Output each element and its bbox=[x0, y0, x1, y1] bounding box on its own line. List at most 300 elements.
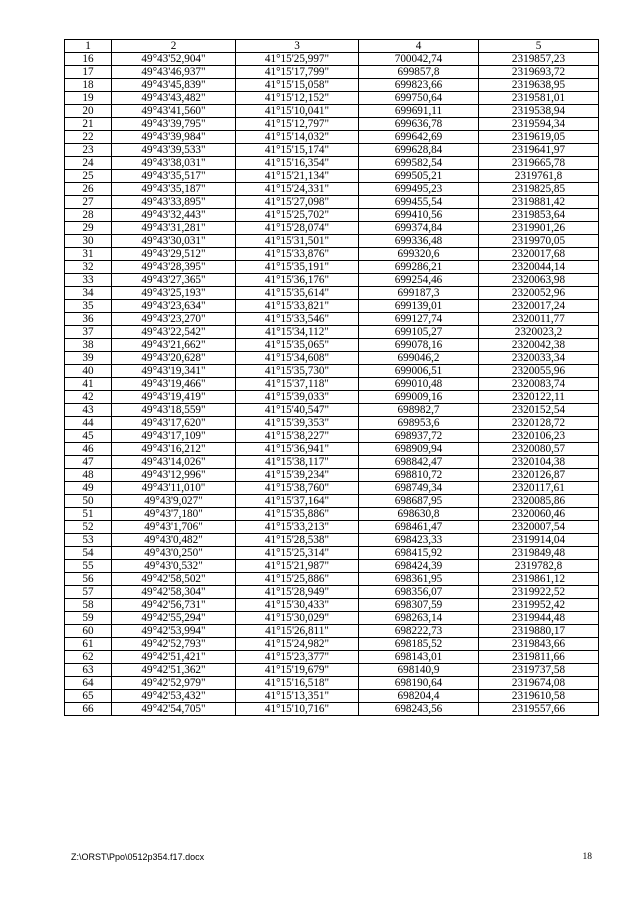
table-cell: 2319861,12 bbox=[479, 573, 599, 586]
table-cell: 49°43'31,281" bbox=[112, 222, 236, 235]
table-cell: 49°42'58,502" bbox=[112, 573, 236, 586]
table-cell: 49°43'11,010" bbox=[112, 482, 236, 495]
table-cell: 2320122,11 bbox=[479, 391, 599, 404]
column-header: 4 bbox=[359, 40, 479, 53]
table-cell: 49°43'46,937" bbox=[112, 66, 236, 79]
table-cell: 39 bbox=[65, 352, 112, 365]
table-cell: 2319693,72 bbox=[479, 66, 599, 79]
table-cell: 62 bbox=[65, 651, 112, 664]
table-cell: 41°15'21,987" bbox=[236, 560, 359, 573]
table-cell: 699505,21 bbox=[359, 170, 479, 183]
table-cell: 698143,01 bbox=[359, 651, 479, 664]
table-row bbox=[65, 196, 599, 209]
table-cell: 2320033,34 bbox=[479, 352, 599, 365]
table-cell: 2320055,96 bbox=[479, 365, 599, 378]
table-cell: 699046,2 bbox=[359, 352, 479, 365]
table-cell: 2320042,38 bbox=[479, 339, 599, 352]
table-cell: 699410,56 bbox=[359, 209, 479, 222]
table-cell: 699336,48 bbox=[359, 235, 479, 248]
table-row bbox=[65, 92, 599, 105]
table-cell: 2320017,24 bbox=[479, 300, 599, 313]
table-row bbox=[65, 469, 599, 482]
table-cell: 41°15'12,797" bbox=[236, 118, 359, 131]
table-cell: 698424,39 bbox=[359, 560, 479, 573]
table-cell: 699374,84 bbox=[359, 222, 479, 235]
table-cell: 22 bbox=[65, 131, 112, 144]
table-cell: 698140,9 bbox=[359, 664, 479, 677]
table-cell: 41°15'33,821" bbox=[236, 300, 359, 313]
table-cell: 41°15'34,608" bbox=[236, 352, 359, 365]
table-cell: 56 bbox=[65, 573, 112, 586]
table-row bbox=[65, 612, 599, 625]
table-row bbox=[65, 638, 599, 651]
table-cell: 698307,59 bbox=[359, 599, 479, 612]
table-cell: 41°15'24,331" bbox=[236, 183, 359, 196]
table-row bbox=[65, 560, 599, 573]
table-cell: 49°43'0,250" bbox=[112, 547, 236, 560]
table-row bbox=[65, 430, 599, 443]
table-cell: 2320083,74 bbox=[479, 378, 599, 391]
table-cell: 2320017,68 bbox=[479, 248, 599, 261]
table-cell: 36 bbox=[65, 313, 112, 326]
table-cell: 49°43'1,706" bbox=[112, 521, 236, 534]
table-cell: 698190,64 bbox=[359, 677, 479, 690]
table-row bbox=[65, 287, 599, 300]
table-cell: 41°15'25,886" bbox=[236, 573, 359, 586]
table-cell: 49°43'22,542" bbox=[112, 326, 236, 339]
table-cell: 698842,47 bbox=[359, 456, 479, 469]
table-cell: 2319538,94 bbox=[479, 105, 599, 118]
table-cell: 699010,48 bbox=[359, 378, 479, 391]
table-cell: 58 bbox=[65, 599, 112, 612]
table-cell: 41°15'38,760" bbox=[236, 482, 359, 495]
table-cell: 59 bbox=[65, 612, 112, 625]
table-cell: 55 bbox=[65, 560, 112, 573]
table-cell: 2320023,2 bbox=[479, 326, 599, 339]
table-row bbox=[65, 365, 599, 378]
table-cell: 41°15'26,811" bbox=[236, 625, 359, 638]
table-cell: 49°42'53,432" bbox=[112, 690, 236, 703]
table-cell: 49°43'35,187" bbox=[112, 183, 236, 196]
table-cell: 19 bbox=[65, 92, 112, 105]
table-cell: 2320063,98 bbox=[479, 274, 599, 287]
table-cell: 41°15'35,730" bbox=[236, 365, 359, 378]
table-row bbox=[65, 534, 599, 547]
table-cell: 41°15'33,213" bbox=[236, 521, 359, 534]
table-cell: 41°15'39,353" bbox=[236, 417, 359, 430]
table-cell: 49°43'17,109" bbox=[112, 430, 236, 443]
table-cell: 41°15'28,949" bbox=[236, 586, 359, 599]
table-cell: 47 bbox=[65, 456, 112, 469]
table-body bbox=[65, 53, 599, 716]
table-cell: 41°15'31,501" bbox=[236, 235, 359, 248]
table-cell: 41°15'25,702" bbox=[236, 209, 359, 222]
table-cell: 699582,54 bbox=[359, 157, 479, 170]
table-row bbox=[65, 443, 599, 456]
table-cell: 61 bbox=[65, 638, 112, 651]
table-cell: 23 bbox=[65, 144, 112, 157]
table-cell: 698185,52 bbox=[359, 638, 479, 651]
table-cell: 41°15'33,876" bbox=[236, 248, 359, 261]
column-header: 5 bbox=[479, 40, 599, 53]
table-header-row bbox=[65, 40, 599, 53]
table-row bbox=[65, 131, 599, 144]
table-cell: 699286,21 bbox=[359, 261, 479, 274]
table-cell: 2320106,23 bbox=[479, 430, 599, 443]
table-cell: 2320044,14 bbox=[479, 261, 599, 274]
table-cell: 52 bbox=[65, 521, 112, 534]
table-cell: 51 bbox=[65, 508, 112, 521]
table-cell: 41°15'16,518" bbox=[236, 677, 359, 690]
table-cell: 49°43'21,662" bbox=[112, 339, 236, 352]
table-row bbox=[65, 456, 599, 469]
table-row bbox=[65, 547, 599, 560]
table-row bbox=[65, 261, 599, 274]
table-cell: 21 bbox=[65, 118, 112, 131]
table-cell: 49°43'52,904" bbox=[112, 53, 236, 66]
table-cell: 698204,4 bbox=[359, 690, 479, 703]
table-row bbox=[65, 105, 599, 118]
table-cell: 49°43'38,031" bbox=[112, 157, 236, 170]
table-cell: 49°42'56,731" bbox=[112, 599, 236, 612]
table-cell: 41°15'25,997" bbox=[236, 53, 359, 66]
table-cell: 30 bbox=[65, 235, 112, 248]
table-cell: 49°43'28,395" bbox=[112, 261, 236, 274]
table-cell: 49°43'23,270" bbox=[112, 313, 236, 326]
table-cell: 2319594,34 bbox=[479, 118, 599, 131]
table-row bbox=[65, 209, 599, 222]
table-cell: 38 bbox=[65, 339, 112, 352]
table-cell: 57 bbox=[65, 586, 112, 599]
table-cell: 66 bbox=[65, 703, 112, 716]
table-row bbox=[65, 326, 599, 339]
table-cell: 35 bbox=[65, 300, 112, 313]
table-row bbox=[65, 235, 599, 248]
table-cell: 40 bbox=[65, 365, 112, 378]
table-cell: 41°15'33,546" bbox=[236, 313, 359, 326]
table-cell: 41°15'36,176" bbox=[236, 274, 359, 287]
table-cell: 49°43'39,533" bbox=[112, 144, 236, 157]
table-cell: 29 bbox=[65, 222, 112, 235]
table-cell: 41°15'10,041" bbox=[236, 105, 359, 118]
table-row bbox=[65, 495, 599, 508]
table-row bbox=[65, 573, 599, 586]
table-cell: 49°43'43,482" bbox=[112, 92, 236, 105]
table-cell: 2320104,38 bbox=[479, 456, 599, 469]
table-cell: 698423,33 bbox=[359, 534, 479, 547]
table-row bbox=[65, 378, 599, 391]
table-cell: 699006,51 bbox=[359, 365, 479, 378]
table-cell: 700042,74 bbox=[359, 53, 479, 66]
table-cell: 2319610,58 bbox=[479, 690, 599, 703]
table-cell: 49°42'54,705" bbox=[112, 703, 236, 716]
table-cell: 41°15'15,058" bbox=[236, 79, 359, 92]
table-cell: 2319638,95 bbox=[479, 79, 599, 92]
table-cell: 698461,47 bbox=[359, 521, 479, 534]
table-cell: 41°15'40,547" bbox=[236, 404, 359, 417]
table-row bbox=[65, 482, 599, 495]
table-cell: 32 bbox=[65, 261, 112, 274]
table-cell: 49°42'52,979" bbox=[112, 677, 236, 690]
table-row bbox=[65, 417, 599, 430]
table-cell: 49°43'39,984" bbox=[112, 131, 236, 144]
table-cell: 41°15'30,029" bbox=[236, 612, 359, 625]
table-cell: 41°15'39,234" bbox=[236, 469, 359, 482]
table-cell: 699009,16 bbox=[359, 391, 479, 404]
table-cell: 43 bbox=[65, 404, 112, 417]
table-cell: 49°43'9,027" bbox=[112, 495, 236, 508]
table-cell: 31 bbox=[65, 248, 112, 261]
table-cell: 17 bbox=[65, 66, 112, 79]
table-row bbox=[65, 53, 599, 66]
table-cell: 698263,14 bbox=[359, 612, 479, 625]
table-cell: 2320152,54 bbox=[479, 404, 599, 417]
table-cell: 63 bbox=[65, 664, 112, 677]
column-header: 2 bbox=[112, 40, 236, 53]
table-cell: 2319619,05 bbox=[479, 131, 599, 144]
table-cell: 41°15'10,716" bbox=[236, 703, 359, 716]
table-cell: 41°15'34,112" bbox=[236, 326, 359, 339]
table-row bbox=[65, 183, 599, 196]
table-cell: 2319849,48 bbox=[479, 547, 599, 560]
table-row bbox=[65, 157, 599, 170]
table-row bbox=[65, 690, 599, 703]
table-cell: 698687,95 bbox=[359, 495, 479, 508]
table-cell: 41°15'15,174" bbox=[236, 144, 359, 157]
table-row bbox=[65, 521, 599, 534]
table-cell: 49°43'27,365" bbox=[112, 274, 236, 287]
table-cell: 699636,78 bbox=[359, 118, 479, 131]
table-cell: 2320007,54 bbox=[479, 521, 599, 534]
table-row bbox=[65, 391, 599, 404]
table-cell: 41°15'30,433" bbox=[236, 599, 359, 612]
table-cell: 698361,95 bbox=[359, 573, 479, 586]
table-cell: 41°15'27,098" bbox=[236, 196, 359, 209]
table-cell: 49°42'51,362" bbox=[112, 664, 236, 677]
table-cell: 699628,84 bbox=[359, 144, 479, 157]
table-cell: 41°15'14,032" bbox=[236, 131, 359, 144]
table-row bbox=[65, 703, 599, 716]
table-cell: 49°43'39,795" bbox=[112, 118, 236, 131]
footer-file-path: Z:\ORST\Ppo\0512p354.f17.docx bbox=[71, 852, 205, 862]
table-cell: 2319843,66 bbox=[479, 638, 599, 651]
table-cell: 49°43'12,996" bbox=[112, 469, 236, 482]
table-cell: 49°42'55,294" bbox=[112, 612, 236, 625]
table-cell: 49°43'19,466" bbox=[112, 378, 236, 391]
table-row bbox=[65, 274, 599, 287]
table-row bbox=[65, 313, 599, 326]
table-cell: 698810,72 bbox=[359, 469, 479, 482]
table-cell: 2319782,8 bbox=[479, 560, 599, 573]
table-cell: 54 bbox=[65, 547, 112, 560]
table-cell: 698982,7 bbox=[359, 404, 479, 417]
table-cell: 2319914,04 bbox=[479, 534, 599, 547]
table-cell: 49°43'7,180" bbox=[112, 508, 236, 521]
table-cell: 699495,23 bbox=[359, 183, 479, 196]
table-cell: 49°43'19,419" bbox=[112, 391, 236, 404]
table-cell: 49°43'45,839" bbox=[112, 79, 236, 92]
table-cell: 24 bbox=[65, 157, 112, 170]
table-cell: 699823,66 bbox=[359, 79, 479, 92]
table-cell: 41°15'38,117" bbox=[236, 456, 359, 469]
table-cell: 28 bbox=[65, 209, 112, 222]
table-cell: 2320052,96 bbox=[479, 287, 599, 300]
table-cell: 2319970,05 bbox=[479, 235, 599, 248]
table-cell: 41°15'25,314" bbox=[236, 547, 359, 560]
table-cell: 698909,94 bbox=[359, 443, 479, 456]
table-cell: 2319557,66 bbox=[479, 703, 599, 716]
table-cell: 46 bbox=[65, 443, 112, 456]
table-cell: 2320085,86 bbox=[479, 495, 599, 508]
table-cell: 41°15'35,886" bbox=[236, 508, 359, 521]
table-cell: 49°43'35,517" bbox=[112, 170, 236, 183]
table-cell: 2319922,52 bbox=[479, 586, 599, 599]
table-cell: 2319581,01 bbox=[479, 92, 599, 105]
table-cell: 2320126,87 bbox=[479, 469, 599, 482]
table-cell: 2319857,23 bbox=[479, 53, 599, 66]
table-cell: 49°43'17,620" bbox=[112, 417, 236, 430]
table-cell: 2319737,58 bbox=[479, 664, 599, 677]
table-cell: 699750,64 bbox=[359, 92, 479, 105]
table-row bbox=[65, 586, 599, 599]
table-cell: 2319853,64 bbox=[479, 209, 599, 222]
table-cell: 49°43'0,482" bbox=[112, 534, 236, 547]
table-cell: 699642,69 bbox=[359, 131, 479, 144]
table-cell: 49°42'52,793" bbox=[112, 638, 236, 651]
table-cell: 18 bbox=[65, 79, 112, 92]
column-header: 3 bbox=[236, 40, 359, 53]
table-cell: 65 bbox=[65, 690, 112, 703]
table-cell: 698415,92 bbox=[359, 547, 479, 560]
table-cell: 698356,07 bbox=[359, 586, 479, 599]
table-row bbox=[65, 79, 599, 92]
table-cell: 41°15'35,065" bbox=[236, 339, 359, 352]
table-cell: 49°43'25,193" bbox=[112, 287, 236, 300]
table-cell: 49°43'16,212" bbox=[112, 443, 236, 456]
table-cell: 2319665,78 bbox=[479, 157, 599, 170]
table-cell: 2319674,08 bbox=[479, 677, 599, 690]
table-row bbox=[65, 508, 599, 521]
table-cell: 2320080,57 bbox=[479, 443, 599, 456]
table-cell: 41°15'12,152" bbox=[236, 92, 359, 105]
table-cell: 699254,46 bbox=[359, 274, 479, 287]
table-cell: 699857,8 bbox=[359, 66, 479, 79]
table-cell: 50 bbox=[65, 495, 112, 508]
table-row bbox=[65, 118, 599, 131]
table-cell: 698222,73 bbox=[359, 625, 479, 638]
table-cell: 49°43'41,560" bbox=[112, 105, 236, 118]
table-row bbox=[65, 66, 599, 79]
table-row bbox=[65, 144, 599, 157]
table-cell: 20 bbox=[65, 105, 112, 118]
table-cell: 49°43'19,341" bbox=[112, 365, 236, 378]
table-row bbox=[65, 300, 599, 313]
table-cell: 37 bbox=[65, 326, 112, 339]
table-cell: 698749,34 bbox=[359, 482, 479, 495]
table-cell: 33 bbox=[65, 274, 112, 287]
table-cell: 41°15'23,377" bbox=[236, 651, 359, 664]
table-cell: 2319811,66 bbox=[479, 651, 599, 664]
table-cell: 41°15'24,982" bbox=[236, 638, 359, 651]
table-cell: 42 bbox=[65, 391, 112, 404]
table-cell: 49°43'30,031" bbox=[112, 235, 236, 248]
table-cell: 699187,3 bbox=[359, 287, 479, 300]
table-cell: 25 bbox=[65, 170, 112, 183]
table-cell: 2319944,48 bbox=[479, 612, 599, 625]
table-cell: 41 bbox=[65, 378, 112, 391]
table-cell: 698953,6 bbox=[359, 417, 479, 430]
table-cell: 41°15'17,799" bbox=[236, 66, 359, 79]
table-cell: 699691,11 bbox=[359, 105, 479, 118]
table-cell: 41°15'37,118" bbox=[236, 378, 359, 391]
table-cell: 2319880,17 bbox=[479, 625, 599, 638]
table-cell: 2320011,77 bbox=[479, 313, 599, 326]
table-row bbox=[65, 222, 599, 235]
table-row bbox=[65, 625, 599, 638]
table-cell: 27 bbox=[65, 196, 112, 209]
table-cell: 41°15'39,033" bbox=[236, 391, 359, 404]
table-cell: 34 bbox=[65, 287, 112, 300]
table-row bbox=[65, 677, 599, 690]
table-cell: 698243,56 bbox=[359, 703, 479, 716]
table-cell: 49°43'0,532" bbox=[112, 560, 236, 573]
table-row bbox=[65, 339, 599, 352]
table-cell: 699078,16 bbox=[359, 339, 479, 352]
table-cell: 48 bbox=[65, 469, 112, 482]
table-cell: 16 bbox=[65, 53, 112, 66]
table-cell: 53 bbox=[65, 534, 112, 547]
table-cell: 44 bbox=[65, 417, 112, 430]
table-cell: 26 bbox=[65, 183, 112, 196]
table-cell: 49°43'14,026" bbox=[112, 456, 236, 469]
table-cell: 49°43'23,634" bbox=[112, 300, 236, 313]
table-row bbox=[65, 664, 599, 677]
column-header: 1 bbox=[65, 40, 112, 53]
table-cell: 49°43'33,895" bbox=[112, 196, 236, 209]
table-cell: 2319952,42 bbox=[479, 599, 599, 612]
table-cell: 699320,6 bbox=[359, 248, 479, 261]
table-cell: 49 bbox=[65, 482, 112, 495]
table-cell: 49°43'20,628" bbox=[112, 352, 236, 365]
table-cell: 41°15'13,351" bbox=[236, 690, 359, 703]
table-cell: 2319641,97 bbox=[479, 144, 599, 157]
table-cell: 41°15'35,614" bbox=[236, 287, 359, 300]
table-cell: 2319901,26 bbox=[479, 222, 599, 235]
table-cell: 41°15'28,074" bbox=[236, 222, 359, 235]
table-cell: 699455,54 bbox=[359, 196, 479, 209]
table-cell: 2319881,42 bbox=[479, 196, 599, 209]
table-cell: 699105,27 bbox=[359, 326, 479, 339]
table-cell: 2320060,46 bbox=[479, 508, 599, 521]
table-cell: 41°15'16,354" bbox=[236, 157, 359, 170]
table-cell: 2319761,8 bbox=[479, 170, 599, 183]
table-cell: 41°15'36,941" bbox=[236, 443, 359, 456]
footer-page-number: 18 bbox=[582, 852, 592, 862]
table-cell: 49°42'51,421" bbox=[112, 651, 236, 664]
table-cell: 699127,74 bbox=[359, 313, 479, 326]
table-cell: 2320117,61 bbox=[479, 482, 599, 495]
table-cell: 49°43'29,512" bbox=[112, 248, 236, 261]
table-cell: 45 bbox=[65, 430, 112, 443]
table-cell: 41°15'19,679" bbox=[236, 664, 359, 677]
table-cell: 60 bbox=[65, 625, 112, 638]
table-row bbox=[65, 248, 599, 261]
table-cell: 64 bbox=[65, 677, 112, 690]
table-cell: 49°43'18,559" bbox=[112, 404, 236, 417]
table-cell: 698937,72 bbox=[359, 430, 479, 443]
table-cell: 49°42'53,994" bbox=[112, 625, 236, 638]
table-cell: 41°15'28,538" bbox=[236, 534, 359, 547]
